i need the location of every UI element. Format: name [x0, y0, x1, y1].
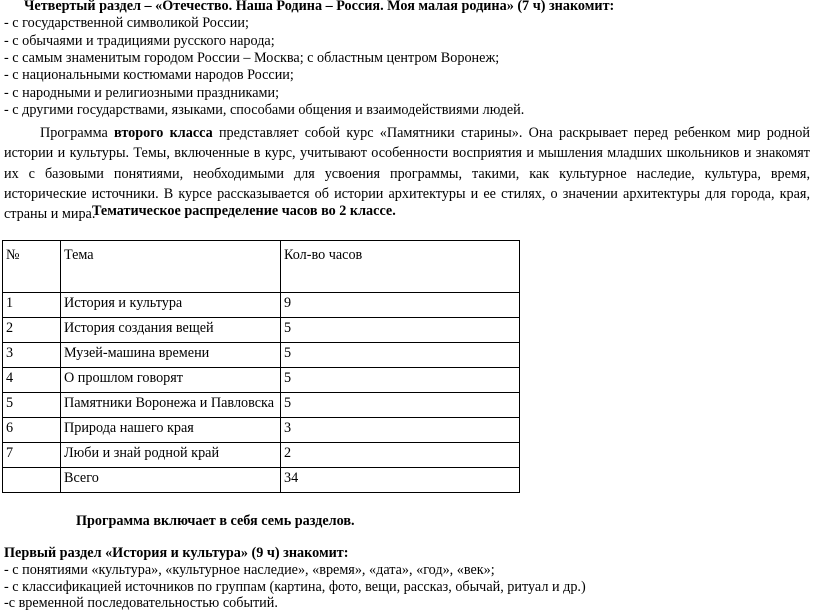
- table-row: [3, 318, 520, 343]
- table-total-row: [3, 468, 520, 493]
- header-topic: Тема: [61, 241, 281, 293]
- cell-number: 2: [3, 318, 61, 343]
- cell-hours: 9: [281, 293, 520, 318]
- cell-number: 7: [3, 443, 61, 468]
- section1-item: - с классификацией источников по группам (картина, фото, вещи, рассказ, обычай, ритуал и др.): [4, 579, 586, 595]
- section4-item: - с другими государствами, языками, способами общения и взаимодействиями людей.: [4, 102, 525, 118]
- cell-topic: Природа нашего края: [61, 418, 281, 443]
- cell-hours: 5: [281, 393, 520, 418]
- program-text: представляет собой курс «Памятники старины». Она раскрывает перед ребенком мир родной истории и культуры. Темы, включенные в курс, учитывают особенности восприятия и мышления младших школьников и знакомят их с базовыми понятиями, необходимыми для усвоения программы, такими, как культурное наследие, культура, время, исторические источники. В курсе рассказывается об истории архитектуры и ее стилях, о значении архитектуры для города, края, страны и мира.: [4, 125, 810, 223]
- cell-topic: История создания вещей: [61, 318, 281, 343]
- cell-number: 4: [3, 368, 61, 393]
- cell-topic: О прошлом говорят: [61, 368, 281, 393]
- cell-hours: 2: [281, 443, 520, 468]
- table-row: [3, 393, 520, 418]
- table-row: [3, 368, 520, 393]
- table-row: [3, 343, 520, 368]
- table-row: [3, 293, 520, 318]
- section4-item: - с самым знаменитым городом России – Москва; с областным центром Воронеж;: [4, 50, 500, 66]
- program-grade: второго класса: [114, 125, 213, 141]
- cell-topic: Памятники Воронежа и Павловска: [61, 393, 281, 418]
- section1-item: -с временной последовательностью событий.: [4, 595, 278, 611]
- section1-item: - с понятиями «культура», «культурное наследие», «время», «дата», «год», «век»;: [4, 562, 495, 578]
- cell-hours: 5: [281, 368, 520, 393]
- header-number: №: [3, 241, 61, 293]
- cell-hours: 5: [281, 318, 520, 343]
- program-lead: Программа: [40, 125, 115, 141]
- header-hours: Кол-во часов: [281, 241, 520, 293]
- section4-item: - с обычаями и традициями русского народа;: [4, 33, 275, 49]
- cell-hours: 3: [281, 418, 520, 443]
- table-header-row: [3, 241, 520, 293]
- section4-item: - с государственной символикой России;: [4, 15, 249, 31]
- cell-number: 5: [3, 393, 61, 418]
- program-sections-heading: Программа включает в себя семь разделов.: [76, 513, 355, 529]
- cell-hours: 34: [281, 468, 520, 493]
- cell-topic: Люби и знай родной край: [61, 443, 281, 468]
- cell-topic: Всего: [61, 468, 281, 493]
- cell-topic: История и культура: [61, 293, 281, 318]
- table-title: Тематическое распределение часов во 2 классе.: [92, 203, 396, 219]
- hours-table: [2, 240, 520, 493]
- cell-number: 6: [3, 418, 61, 443]
- section1-title: Первый раздел «История и культура» (9 ч) знакомит:: [4, 545, 349, 561]
- table-row: [3, 418, 520, 443]
- cell-number: 1: [3, 293, 61, 318]
- cell-hours: 5: [281, 343, 520, 368]
- table-row: [3, 443, 520, 468]
- section4-item: - с народными и религиозными праздниками;: [4, 85, 280, 101]
- cell-number: [3, 468, 61, 493]
- cell-number: 3: [3, 343, 61, 368]
- section4-item: - с национальными костюмами народов России;: [4, 67, 294, 83]
- cell-topic: Музей-машина времени: [61, 343, 281, 368]
- section4-title: Четвертый раздел – «Отечество. Наша Родина – Россия. Моя малая родина» (7 ч) знакомит:: [24, 0, 615, 14]
